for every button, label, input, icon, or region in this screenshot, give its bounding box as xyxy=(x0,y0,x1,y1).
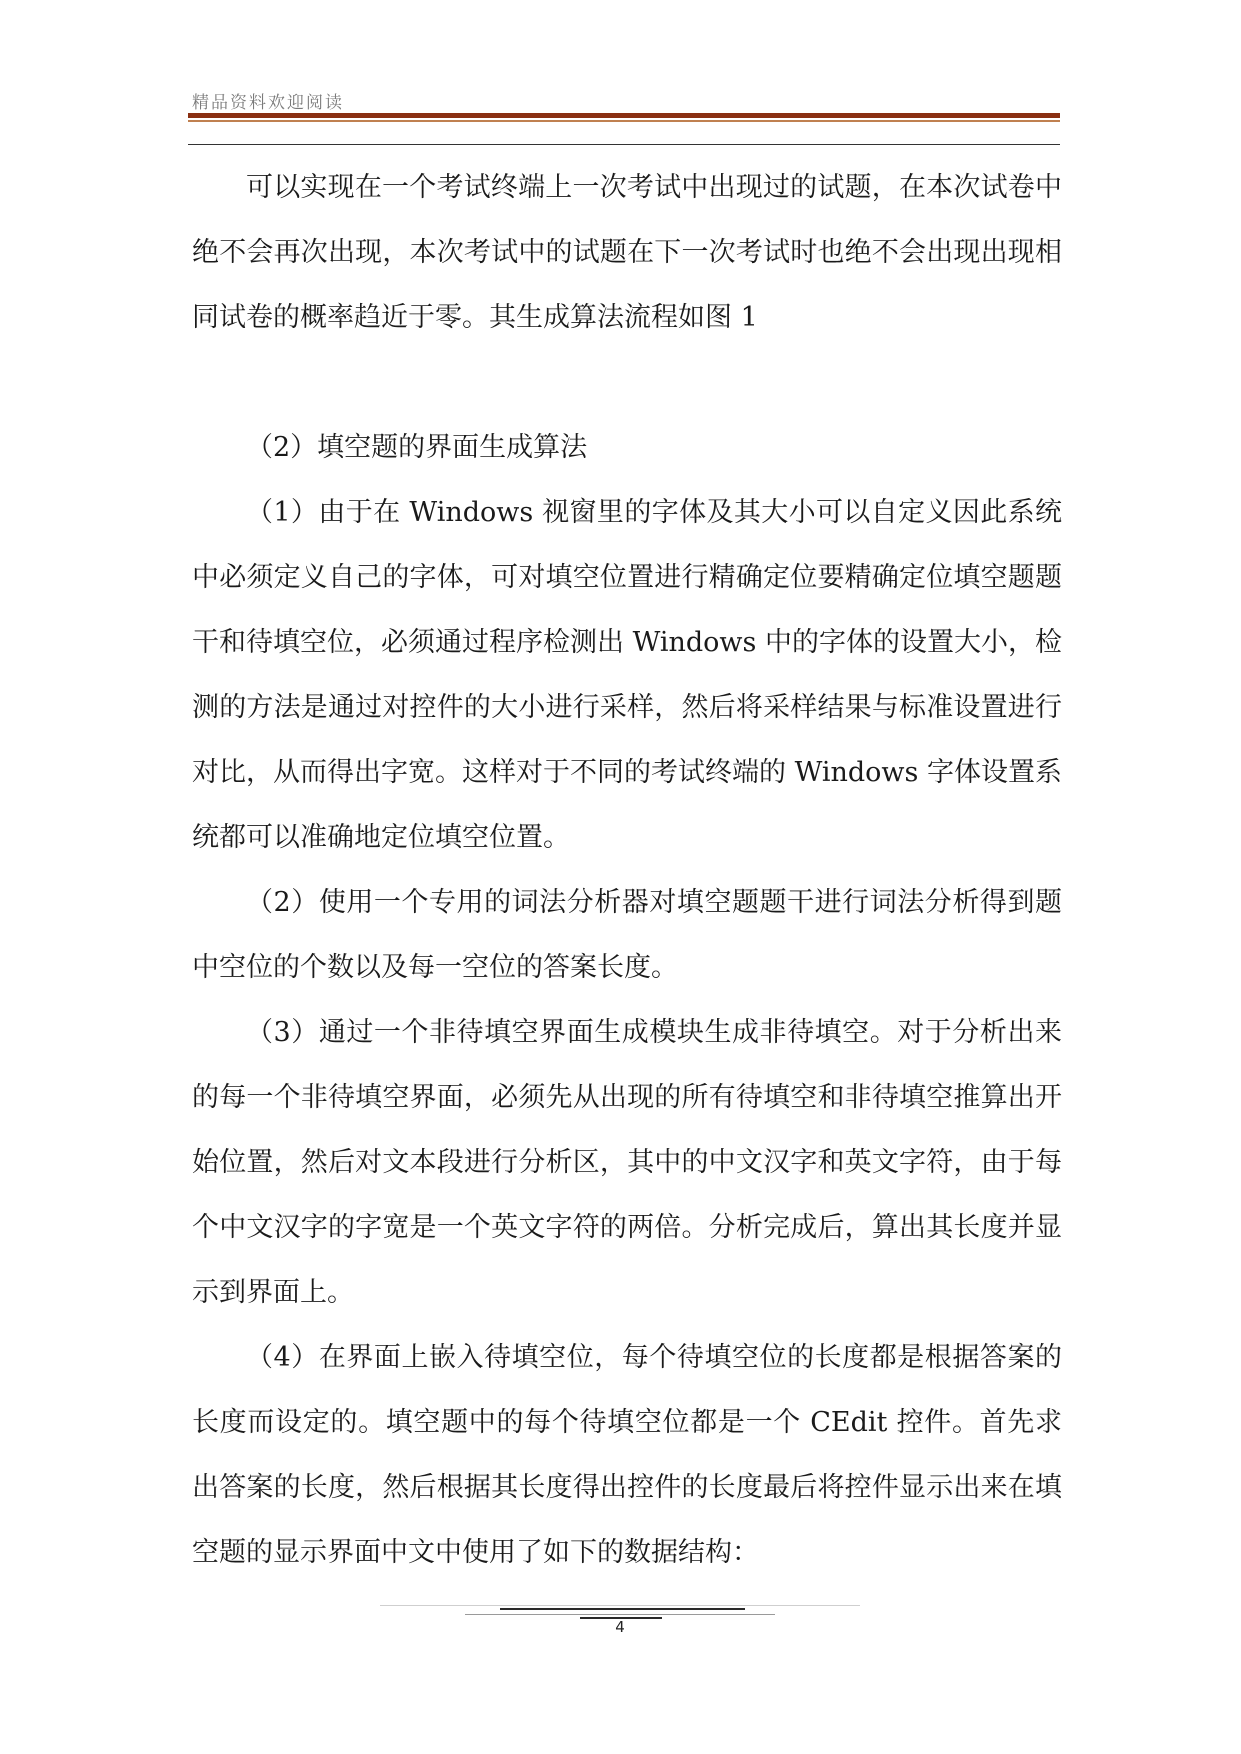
document-body xyxy=(192,155,1062,1585)
header-rule-thin xyxy=(188,144,1060,145)
paragraph-exam-uniqueness: 可以实现在一个考试终端上一次考试中出现过的试题，在本次试卷中绝不会再次出现，本次考试中的试题在下一次考试时也绝不会出现出现相同试卷的概率趋近于零。其生成算法流程如图 1 xyxy=(192,172,1062,333)
header-rule-accent xyxy=(188,120,1060,122)
paragraph-step-4: （4）在界面上嵌入待填空位，每个待填空位的长度都是根据答案的长度而设定的。填空题中的每个待填空位都是一个 CEdit 控件。首先求出答案的长度，然后根据其长度得出控件的长度最后将控件显示出来在填空题的显示界面中文中使用了如下的数据结构： xyxy=(192,1342,1062,1568)
paragraph-step-1: （1）由于在 Windows 视窗里的字体及其大小可以自定义因此系统中必须定义自己的字体，可对填空位置进行精确定位要精确定位填空题题干和待填空位，必须通过程序检测出 Windows 中的字体的设置大小，检测的方法是通过对控件的大小进行采样，然后将采样结果与标准设置进行对比，从而得出字宽。这样对于不同的考试终端的 Windows 字体设置系统都可以准确地定位填空位置。 xyxy=(192,497,1062,853)
section-heading-fill-blank: （2）填空题的界面生成算法 xyxy=(246,432,588,463)
footer-rule xyxy=(380,1605,860,1606)
page-header: 精品资料欢迎阅读 xyxy=(192,93,344,113)
paragraph-step-3: （3）通过一个非待填空界面生成模块生成非待填空。对于分析出来的每一个非待填空界面，必须先从出现的所有待填空和非待填空推算出开始位置，然后对文本段进行分析区，其中的中文汉字和英文字符，由于每个中文汉字的字宽是一个英文字符的两倍。分析完成后，算出其长度并显示到界面上。 xyxy=(192,1017,1062,1308)
header-rule-thick xyxy=(188,113,1060,118)
paragraph-step-2: （2）使用一个专用的词法分析器对填空题题干进行词法分析得到题中空位的个数以及每一空位的答案长度。 xyxy=(192,887,1062,983)
blank-line xyxy=(192,350,1062,415)
page-number: 4 xyxy=(615,1618,625,1636)
footer-rule xyxy=(500,1608,745,1610)
footer-rule xyxy=(465,1614,775,1615)
